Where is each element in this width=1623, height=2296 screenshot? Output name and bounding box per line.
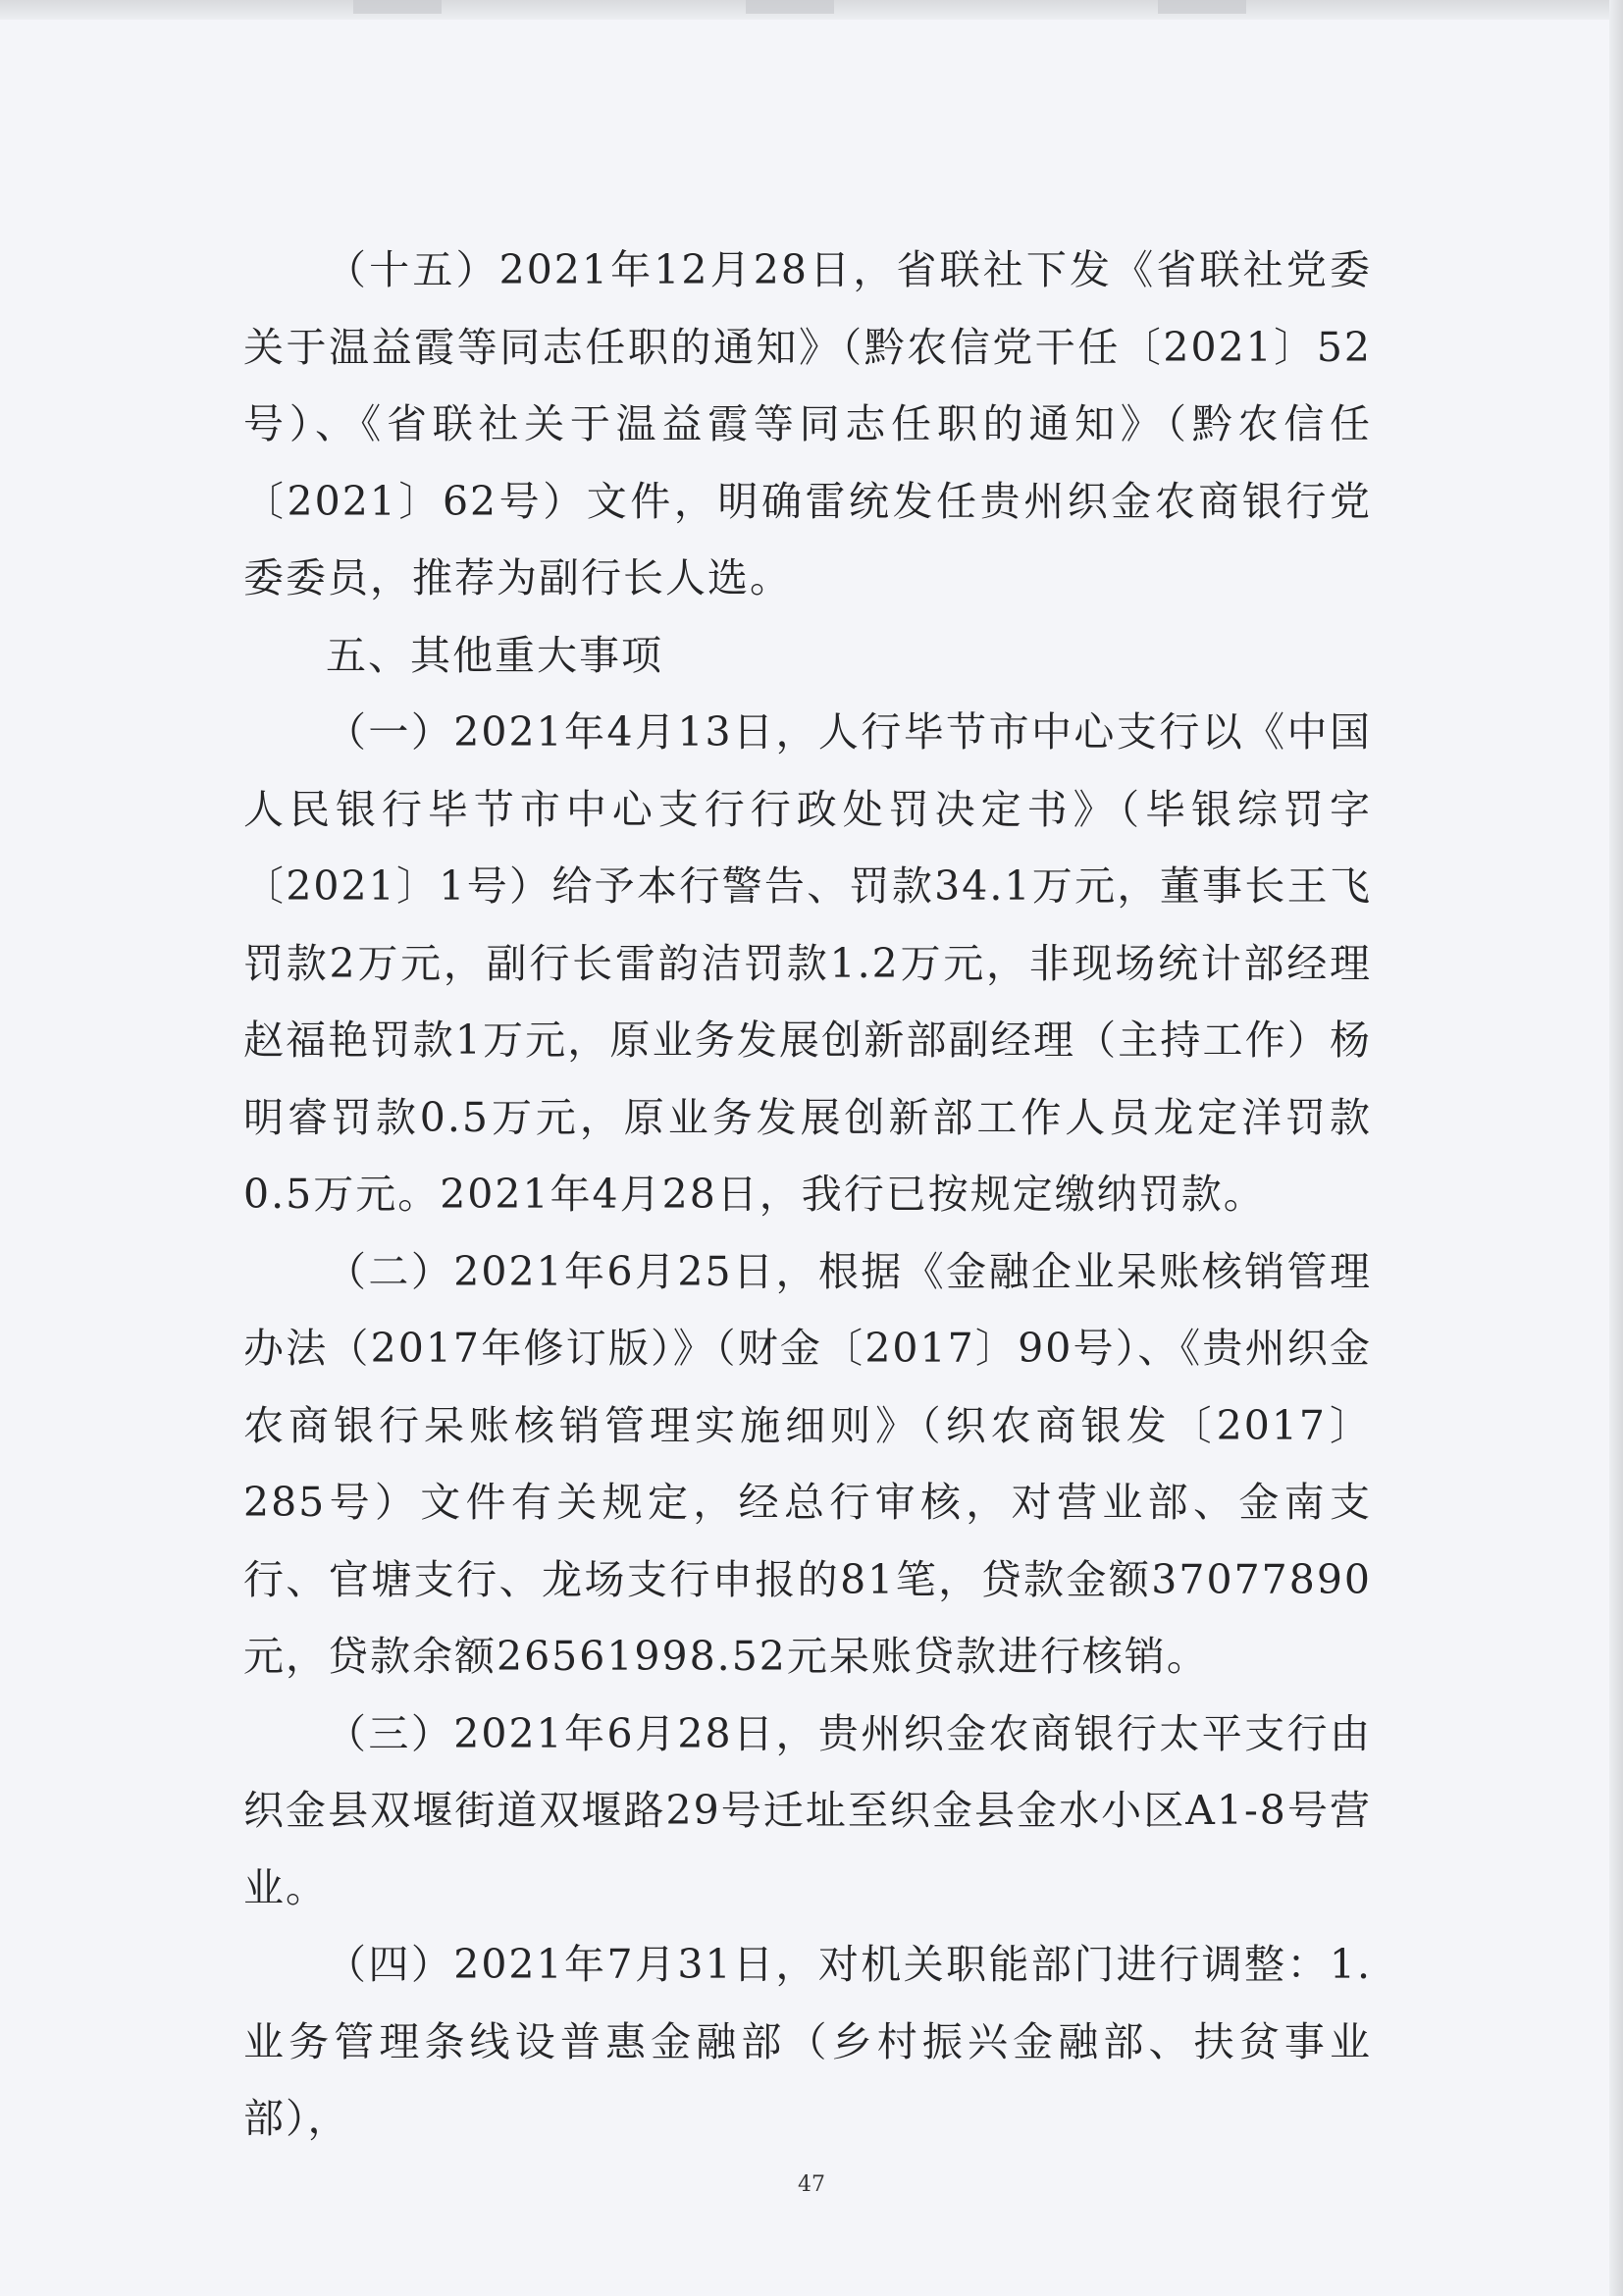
scan-artifact xyxy=(746,0,834,14)
page-number: 47 xyxy=(798,2172,825,2197)
paragraph-bad-debt-writeoff: （二）2021年6月25日，根据《金融企业呆账核销管理办法（2017年修订版）》（财金〔2017〕90号）、《贵州织金农商银行呆账核销管理实施细则》（织农商银发〔2017〕285号）文件有关规定，经总行审核，对营业部、金南支行、官塘支行、龙场支行申报的81笔，贷款金额37077890元，贷款余额26561998.52元呆账贷款进行核销。 xyxy=(243,1247,1372,1680)
scan-artifact xyxy=(353,0,442,14)
paragraph-branch-relocation: （三）2021年6月28日，贵州织金农商银行太平支行由织金县双堰街道双堰路29号迁址至织金县金水小区A1-8号营业。 xyxy=(243,1709,1372,1911)
paragraph-department-restructure: （四）2021年7月31日，对机关职能部门进行调整：1.业务管理条线设普惠金融部（乡村振兴金融部、扶贫事业部）， xyxy=(243,1941,1372,2142)
section-heading-other-major-matters: 五、其他重大事项 xyxy=(326,631,663,679)
scan-edge-top xyxy=(0,0,1623,20)
scan-artifact xyxy=(1158,0,1246,14)
paragraph-appointment-15: （十五）2021年12月28日，省联社下发《省联社党委关于温益霞等同志任职的通知》（黔农信党干任〔2021〕52号）、《省联社关于温益霞等同志任职的通知》（黔农信任〔2021〕62号）文件，明确雷统发任贵州织金农商银行党委委员，推荐为副行长人选。 xyxy=(243,246,1372,601)
scan-edge-right xyxy=(1609,0,1623,2296)
body-text xyxy=(243,232,1372,2158)
paragraph-penalty-decision: （一）2021年4月13日，人行毕节市中心支行以《中国人民银行毕节市中心支行行政处罚决定书》（毕银综罚字〔2021〕1号）给予本行警告、罚款34.1万元，董事长王飞罚款2万元，副行长雷韵洁罚款1.2万元，非现场统计部经理赵福艳罚款1万元，原业务发展创新部副经理（主持工作）杨明睿罚款0.5万元，原业务发展创新部工作人员龙定洋罚款0.5万元。2021年4月28日，我行已按规定缴纳罚款。 xyxy=(243,708,1372,1218)
